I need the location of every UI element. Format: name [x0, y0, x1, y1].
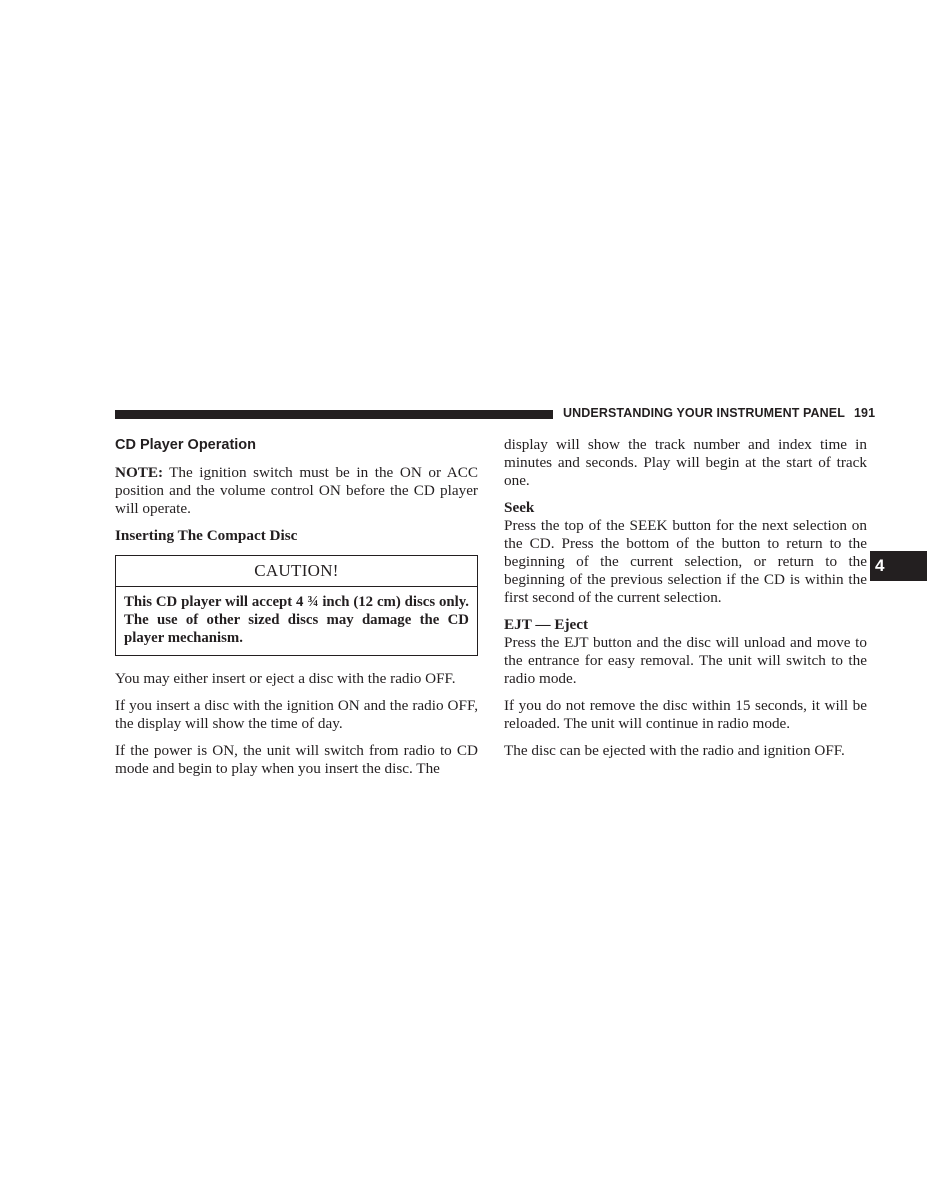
caution-box [115, 555, 478, 656]
inserting-heading: Inserting The Compact Disc [115, 527, 298, 544]
paragraph: If you do not remove the disc within 15 seconds, it will be reloaded. The unit will continue in radio mode. [504, 697, 867, 732]
paragraph: If you insert a disc with the ignition ON and the radio OFF, the display will show the time of day. [115, 697, 478, 732]
header-rule [115, 410, 553, 419]
running-header [563, 406, 876, 420]
left-column [115, 436, 478, 787]
paragraph: If the power is ON, the unit will switch from radio to CD mode and begin to play when you insert the disc. The [115, 742, 478, 777]
eject-paragraph: Press the EJT button and the disc will unload and move to the entrance for easy removal. The unit will switch to the radio mode. [504, 634, 867, 687]
seek-paragraph: Press the top of the SEEK button for the next selection on the CD. Press the bottom of the button to return to the beginning of the current selection, or return to the beginning of the previous selection if the CD is within the first second of the current selection. [504, 517, 867, 606]
caution-body: This CD player will accept 4 ¾ inch (12 cm) discs only. The use of other sized discs may damage the CD player mechanism. [124, 594, 469, 646]
section-title: CD Player Operation [115, 437, 257, 453]
eject-heading: EJT — Eject [504, 616, 589, 633]
chapter-tab: 4 [870, 551, 927, 581]
continuation-paragraph: display will show the track number and index time in minutes and seconds. Play will begin at the start of track one. [504, 436, 867, 489]
note-label: NOTE: [115, 464, 164, 481]
paragraph: The disc can be ejected with the radio and ignition OFF. [504, 742, 845, 759]
note-paragraph [115, 464, 478, 518]
paragraph: You may either insert or eject a disc with the radio OFF. [115, 670, 456, 687]
note-text: The ignition switch must be in the ON or ACC position and the volume control ON before the CD player will operate. [115, 464, 478, 517]
header-section-title: UNDERSTANDING YOUR INSTRUMENT PANEL [563, 406, 845, 420]
seek-heading: Seek [504, 499, 535, 516]
page-number: 191 [853, 406, 876, 420]
caution-title: CAUTION! [116, 556, 477, 587]
right-column [504, 436, 867, 769]
